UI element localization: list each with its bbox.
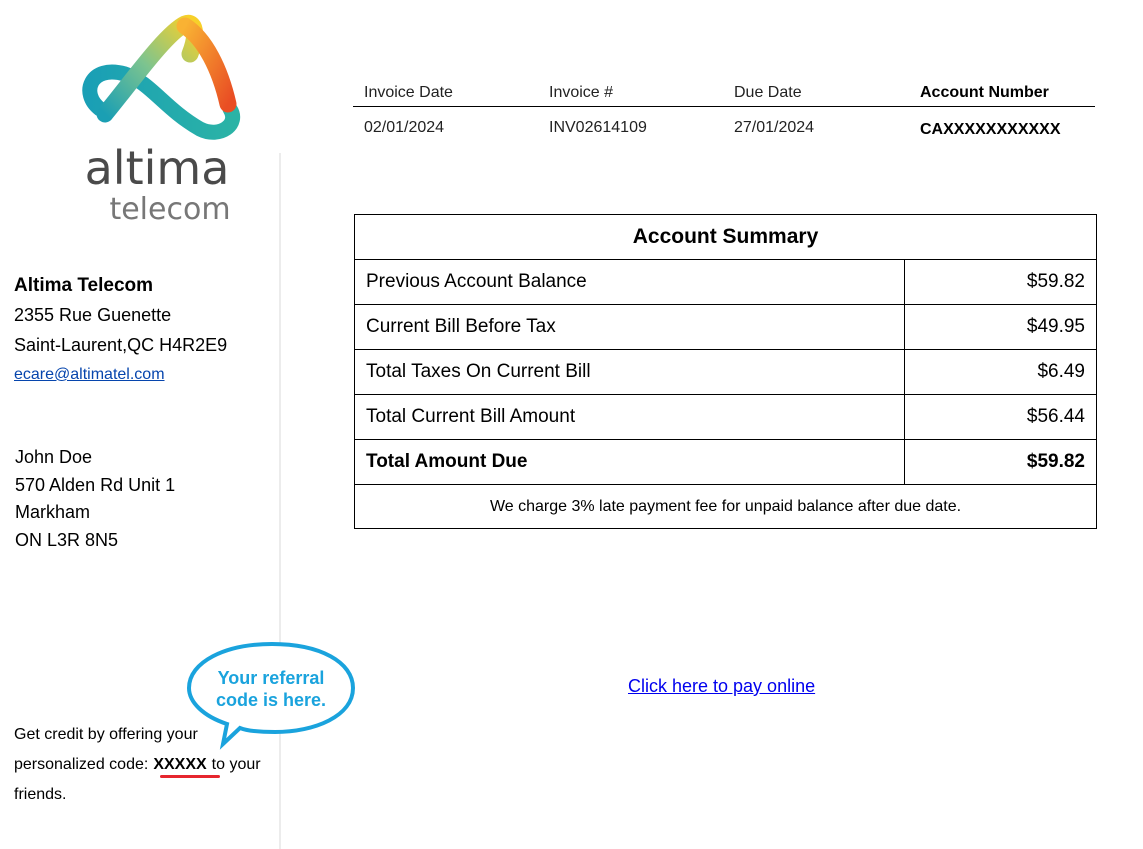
- invoice-date-label: Invoice Date: [364, 84, 453, 101]
- customer-address-line1: 570 Alden Rd Unit 1: [15, 475, 176, 495]
- summary-title: Account Summary: [355, 215, 1097, 260]
- invoice-number-label: Invoice #: [549, 84, 614, 101]
- company-address-line2: Saint-Laurent,QC H4R2E9: [14, 335, 228, 355]
- referral-text: [14, 720, 276, 810]
- summary-row-amount: $59.82: [905, 260, 1097, 305]
- customer-city: Markham: [15, 502, 91, 522]
- account-number-label: Account Number: [920, 84, 1049, 101]
- summary-row-label: Previous Account Balance: [355, 260, 905, 305]
- company-email-link[interactable]: ecare@altimatel.com: [14, 366, 165, 383]
- table-row: [355, 260, 1097, 305]
- summary-title-row: [355, 215, 1097, 260]
- logo-word-telecom: telecom: [109, 192, 231, 227]
- summary-row-label: Current Bill Before Tax: [355, 305, 905, 350]
- summary-note-row: [355, 485, 1097, 529]
- referral-code: XXXXX: [153, 756, 207, 773]
- logo-word-altima: altima: [84, 141, 230, 195]
- altima-telecom-logo: [70, 14, 245, 229]
- due-date-label: Due Date: [734, 84, 802, 101]
- customer-region-postal: ON L3R 8N5: [15, 530, 119, 550]
- header-rule: [353, 106, 1095, 107]
- summary-row-amount: $56.44: [905, 395, 1097, 440]
- bubble-text: [186, 667, 356, 711]
- table-row: [355, 305, 1097, 350]
- account-number-value: CAXXXXXXXXXXX: [920, 121, 1061, 138]
- table-row: [355, 350, 1097, 395]
- account-summary-table: [354, 214, 1097, 529]
- bubble-line1: Your referral: [217, 668, 325, 688]
- referral-code-underline: [160, 775, 220, 778]
- company-address-line1: 2355 Rue Guenette: [14, 305, 172, 325]
- customer-name: John Doe: [15, 447, 93, 467]
- total-amount-due-value: $59.82: [905, 440, 1097, 485]
- referral-text-before: Get credit by offering your personalized code:: [14, 726, 198, 773]
- table-row: [355, 395, 1097, 440]
- invoice-date-value: 02/01/2024: [364, 119, 445, 136]
- company-name: Altima Telecom: [14, 275, 154, 296]
- summary-total-row: [355, 440, 1097, 485]
- summary-row-label: Total Taxes On Current Bill: [355, 350, 905, 395]
- summary-row-label: Total Current Bill Amount: [355, 395, 905, 440]
- invoice-number-value: INV02614109: [549, 119, 647, 136]
- summary-row-amount: $6.49: [905, 350, 1097, 395]
- total-amount-due-label: Total Amount Due: [355, 440, 905, 485]
- referral-text-after: to your friends.: [14, 756, 261, 803]
- summary-row-amount: $49.95: [905, 305, 1097, 350]
- late-fee-note: We charge 3% late payment fee for unpaid balance after due date.: [355, 485, 1097, 529]
- pay-online-link[interactable]: Click here to pay online: [628, 676, 816, 696]
- bubble-line2: code is here.: [215, 690, 327, 710]
- logo-mark-icon: [70, 14, 245, 229]
- due-date-value: 27/01/2024: [734, 119, 815, 136]
